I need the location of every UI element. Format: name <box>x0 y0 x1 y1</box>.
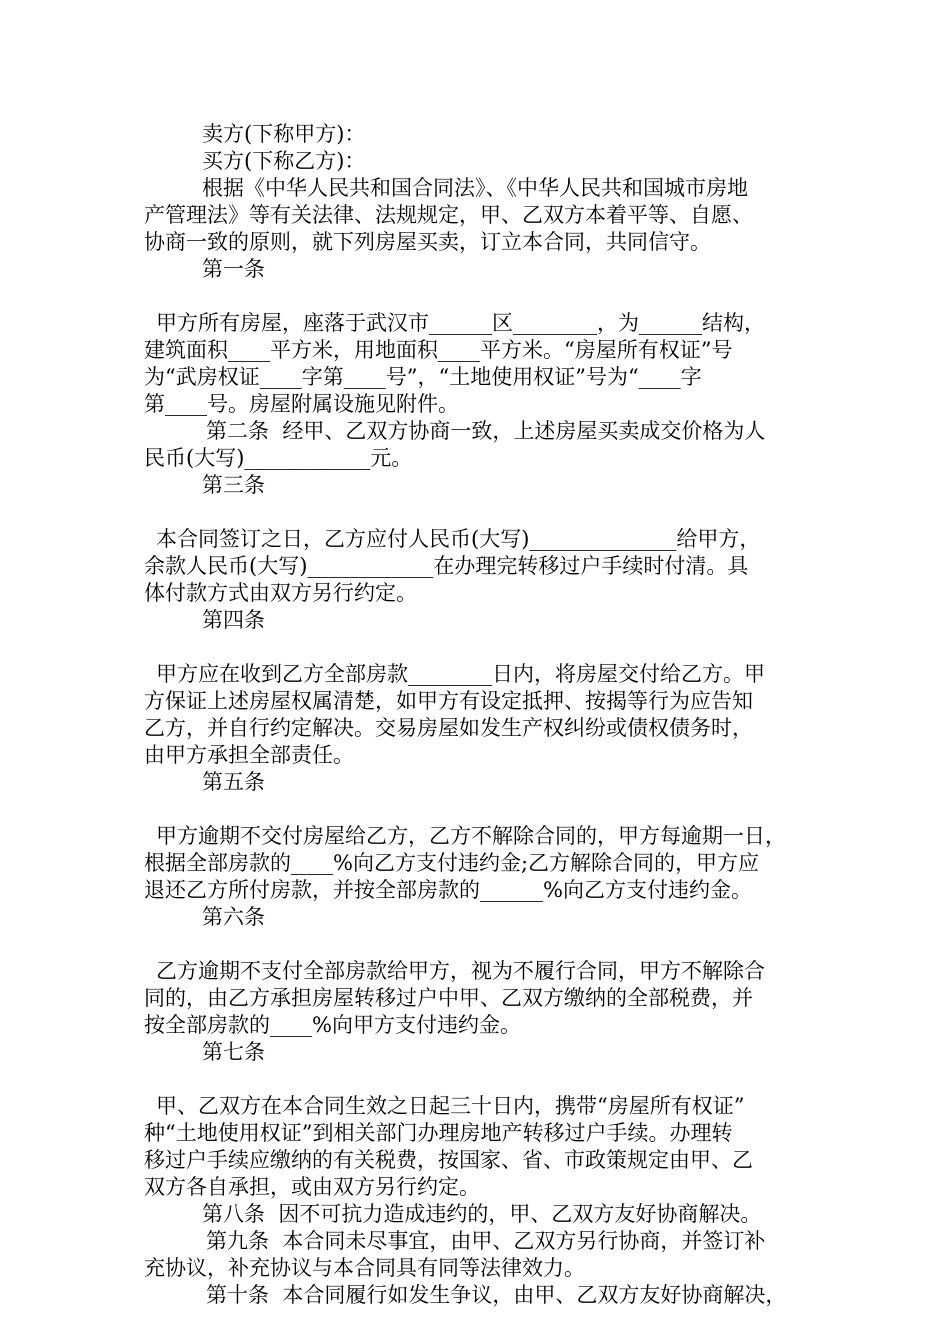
spacer <box>144 499 824 526</box>
article-4-line: 方保证上述房屋权属清楚，如甲方有设定抵押、按揭等行为应告知 <box>144 689 753 713</box>
spacer <box>144 931 824 958</box>
article-9-line: 第九条 本合同未尽事宜，由甲、乙双方另行协商，并签订补 <box>206 1229 766 1253</box>
article-7-line: 移过户手续应缴纳的有关税费，按国家、省、市政策规定由甲、乙 <box>144 1148 753 1172</box>
article-8-line: 第八条 因不可抗力造成违约的，甲、乙双方友好协商解决。 <box>202 1202 762 1226</box>
preamble-line: 根据《中华人民共和国合同法》、《中华人民共和国城市房地 <box>202 176 748 200</box>
article-1-line: 甲方所有房屋，座落于武汉市______区________，为______结构， <box>156 311 765 335</box>
contract-document <box>144 121 824 1309</box>
article-6-line: 乙方逾期不支付全部房款给甲方，视为不履行合同，甲方不解除合 <box>156 959 765 983</box>
article-6-line: 按全部房款的____%向甲方支付违约金。 <box>144 1013 521 1037</box>
article-5-line: 根据全部房款的____%向乙方支付违约金;乙方解除合同的，甲方应 <box>144 851 760 875</box>
article-3-line: 余款人民币(大写)____________在办理完转移过户手续时付清。具 <box>144 554 749 578</box>
spacer <box>144 796 824 823</box>
article-1-heading: 第一条 <box>202 257 265 281</box>
spacer <box>144 634 824 661</box>
article-4-heading: 第四条 <box>202 608 265 632</box>
article-1-line: 为“武房权证____字第____号”，“土地使用权证”号为“____字 <box>144 365 702 389</box>
article-2-line: 第二条 经甲、乙双方协商一致，上述房屋买卖成交价格为人 <box>206 419 766 443</box>
spacer <box>144 283 824 310</box>
article-2-line: 民币(大写)____________元。 <box>144 446 413 470</box>
article-1-line: 第____号。房屋附属设施见附件。 <box>144 392 459 416</box>
article-5-line: 甲方逾期不交付房屋给乙方，乙方不解除合同的，甲方每逾期一日， <box>156 824 786 848</box>
article-4-line: 甲方应在收到乙方全部房款________日内，将房屋交付给乙方。甲 <box>156 662 765 686</box>
article-5-heading: 第五条 <box>202 770 265 794</box>
article-7-line: 甲、乙双方在本合同生效之日起三十日内，携带“房屋所有权证” <box>156 1094 745 1118</box>
article-3-heading: 第三条 <box>202 473 265 497</box>
article-9-line: 充协议，补充协议与本合同具有同等法律效力。 <box>144 1256 585 1280</box>
article-3-line: 体付款方式由双方另行约定。 <box>144 581 417 605</box>
spacer <box>144 1066 824 1093</box>
article-6-line: 同的，由乙方承担房屋转移过户中甲、乙双方缴纳的全部税费，并 <box>144 986 753 1010</box>
article-4-line: 乙方，并自行约定解决。交易房屋如发生产权纠纷或债权债务时， <box>144 716 753 740</box>
preamble-line: 产管理法》等有关法律、法规规定，甲、乙双方本着平等、自愿、 <box>144 203 753 227</box>
article-4-line: 由甲方承担全部责任。 <box>144 743 354 767</box>
article-7-heading: 第七条 <box>202 1040 265 1064</box>
article-1-line: 建筑面积____平方米，用地面积____平方米。“房屋所有权证”号 <box>144 338 733 362</box>
article-3-line: 本合同签订之日，乙方应付人民币(大写)______________给甲方， <box>156 527 761 551</box>
article-5-line: 退还乙方所付房款，并按全部房款的______%向乙方支付违约金。 <box>144 878 752 902</box>
preamble-line: 协商一致的原则，就下列房屋买卖，订立本合同，共同信守。 <box>144 230 711 254</box>
article-7-line: 种“土地使用权证”到相关部门办理房地产转移过户手续。办理转 <box>144 1121 733 1145</box>
article-6-heading: 第六条 <box>202 905 265 929</box>
seller-line: 卖方(下称甲方)： <box>202 122 366 146</box>
article-7-line: 双方各自承担，或由双方另行约定。 <box>144 1175 480 1199</box>
buyer-line: 买方(下称乙方)： <box>202 149 366 173</box>
article-10-line: 第十条 本合同履行如发生争议，由甲、乙双方友好协商解决， <box>206 1283 787 1307</box>
